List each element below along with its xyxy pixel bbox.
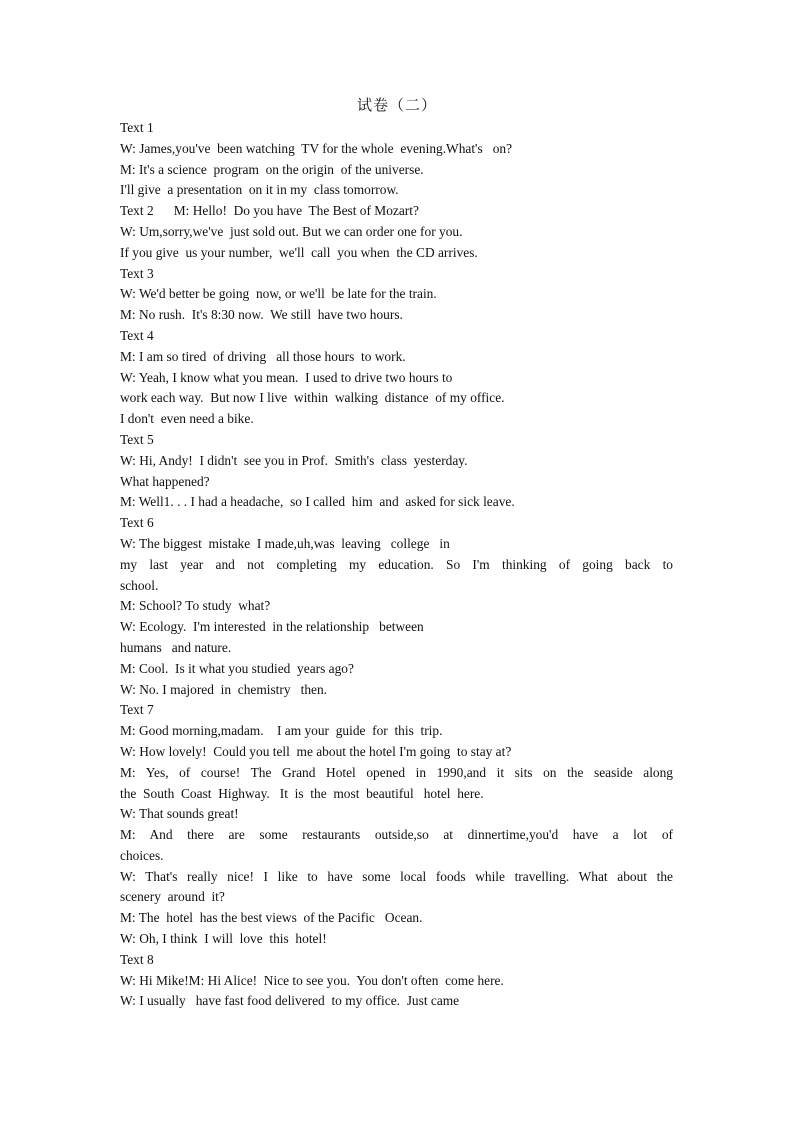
text-line: W: Hi, Andy! I didn't see you in Prof. Smith's class yesterday.	[120, 452, 468, 468]
text-line: W: The biggest mistake I made,uh,was leaving college in	[120, 535, 450, 551]
text-line: M: I am so tired of driving all those hours to work.	[120, 348, 406, 364]
text-line: M: School? To study what?	[120, 598, 271, 614]
page-title: 试卷（二）	[356, 98, 437, 114]
text-line: W: That's really nice! I like to have some local foods while travelling. What about the	[120, 868, 673, 884]
text-line: Text 2 M: Hello! Do you have The Best of Mozart?	[120, 203, 419, 219]
text-line: M: No rush. It's 8:30 now. We still have two hours.	[120, 307, 403, 323]
document-body	[120, 118, 673, 1012]
text-line: W: No. I majored in chemistry then.	[120, 681, 328, 697]
section-heading: Text 5	[120, 431, 154, 447]
text-line: M: And there are some restaurants outside,so at dinnertime,you'd have a lot of	[120, 827, 673, 843]
section-heading: Text 3	[120, 265, 154, 281]
text-line: work each way. But now I live within walking distance of my office.	[120, 390, 505, 406]
section-heading: Text 4	[120, 327, 154, 343]
text-line: W: How lovely! Could you tell me about the hotel I'm going to stay at?	[120, 743, 512, 759]
text-line: M: Well1. . . I had a headache, so I called him and asked for sick leave.	[120, 494, 515, 510]
text-line: M: Cool. Is it what you studied years ago?	[120, 660, 354, 676]
text-line: W: Ecology. I'm interested in the relationship between	[120, 619, 424, 635]
text-line: school.	[120, 577, 159, 593]
text-line: W: Oh, I think I will love this hotel!	[120, 931, 327, 947]
text-line: W: Yeah, I know what you mean. I used to drive two hours to	[120, 369, 453, 385]
section-heading: Text 6	[120, 515, 154, 531]
text-line: the South Coast Highway. It is the most beautiful hotel here.	[120, 785, 484, 801]
text-line: W: James,you've been watching TV for the whole evening.What's on?	[120, 140, 513, 156]
text-line: scenery around it?	[120, 889, 225, 905]
text-line: W: That sounds great!	[120, 806, 239, 822]
text-line: If you give us your number, we'll call you when the CD arrives.	[120, 244, 478, 260]
text-line: my last year and not completing my education. So I'm thinking of going back to	[120, 556, 673, 572]
text-line: W: I usually have fast food delivered to my office. Just came	[120, 993, 460, 1009]
text-line: I'll give a presentation on it in my class tomorrow.	[120, 182, 399, 198]
text-line: choices.	[120, 847, 164, 863]
text-line: W: We'd better be going now, or we'll be late for the train.	[120, 286, 437, 302]
text-line: What happened?	[120, 473, 210, 489]
text-line: M: Yes, of course! The Grand Hotel opened in 1990,and it sits on the seaside along	[120, 764, 673, 780]
section-heading: Text 1	[120, 120, 154, 135]
text-line: W: Um,sorry,we've just sold out. But we can order one for you.	[120, 223, 463, 239]
text-line: humans and nature.	[120, 639, 232, 655]
section-heading: Text 7	[120, 702, 154, 718]
text-line: I don't even need a bike.	[120, 411, 254, 427]
text-line: M: Good morning,madam. I am your guide for this trip.	[120, 723, 443, 739]
text-line: M: It's a science program on the origin of the universe.	[120, 161, 424, 177]
text-line: W: Hi Mike!M: Hi Alice! Nice to see you. You don't often come here.	[120, 972, 504, 988]
text-line: M: The hotel has the best views of the Pacific Ocean.	[120, 910, 423, 926]
section-heading: Text 8	[120, 951, 154, 967]
